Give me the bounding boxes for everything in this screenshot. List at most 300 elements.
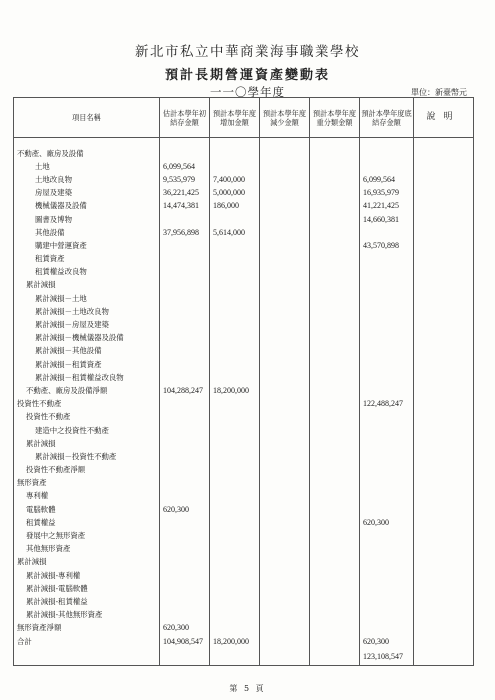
cell-begin: 36,221,425	[160, 186, 210, 199]
row-label	[14, 138, 160, 147]
cell-notes	[414, 292, 474, 305]
col-header-reclass: 預計本學年度重分類金額	[310, 98, 360, 138]
cell-begin: 37,956,898	[160, 226, 210, 239]
table-row	[14, 437, 474, 450]
cell-begin	[160, 331, 210, 344]
cell-end	[360, 371, 414, 384]
cell-reduce	[260, 265, 310, 278]
cell-reduce	[260, 569, 310, 582]
cell-end: 123,108,547	[360, 648, 414, 666]
cell-notes	[414, 569, 474, 582]
cell-reclass	[310, 147, 360, 160]
table-row	[14, 516, 474, 529]
cell-reclass	[310, 212, 360, 225]
cell-reduce	[260, 239, 310, 252]
cell-end: 620,300	[360, 516, 414, 529]
cell-add	[210, 292, 260, 305]
cell-reclass	[310, 450, 360, 463]
cell-begin	[160, 542, 210, 555]
cell-end: 16,935,979	[360, 186, 414, 199]
cell-reduce	[260, 160, 310, 173]
cell-add	[210, 138, 260, 147]
cell-begin	[160, 595, 210, 608]
cell-notes	[414, 160, 474, 173]
row-label: 土地	[14, 160, 160, 173]
table-row	[14, 173, 474, 186]
table-row	[14, 358, 474, 371]
cell-begin	[160, 147, 210, 160]
cell-reclass	[310, 331, 360, 344]
table-header-row	[14, 98, 474, 138]
table-row	[14, 529, 474, 542]
cell-end	[360, 226, 414, 239]
cell-end	[360, 358, 414, 371]
cell-reclass	[310, 569, 360, 582]
cell-notes	[414, 529, 474, 542]
row-label: 機械儀器及設備	[14, 199, 160, 212]
cell-reclass	[310, 318, 360, 331]
row-label: 投資性不動產	[14, 410, 160, 423]
cell-reduce	[260, 358, 310, 371]
cell-reclass	[310, 595, 360, 608]
cell-reduce	[260, 516, 310, 529]
cell-add	[210, 503, 260, 516]
cell-end	[360, 318, 414, 331]
cell-add	[210, 450, 260, 463]
cell-reclass	[310, 265, 360, 278]
cell-reclass	[310, 173, 360, 186]
cell-reclass	[310, 371, 360, 384]
cell-reduce	[260, 423, 310, 436]
row-label: 建造中之投資性不動產	[14, 423, 160, 436]
cell-notes	[414, 621, 474, 634]
cell-end	[360, 450, 414, 463]
cell-end: 620,300	[360, 634, 414, 647]
table-row	[14, 503, 474, 516]
cell-begin	[160, 476, 210, 489]
cell-reduce	[260, 542, 310, 555]
row-label: 累計減損-專利權	[14, 569, 160, 582]
cell-notes	[414, 147, 474, 160]
cell-end	[360, 503, 414, 516]
table-row	[14, 186, 474, 199]
table-row	[14, 569, 474, 582]
cell-add	[210, 160, 260, 173]
cell-add: 186,000	[210, 199, 260, 212]
row-label: 投資性不動產淨額	[14, 463, 160, 476]
row-label: 累計減損	[14, 278, 160, 291]
cell-add: 18,200,000	[210, 384, 260, 397]
cell-end	[360, 252, 414, 265]
cell-begin	[160, 371, 210, 384]
cell-add: 5,614,000	[210, 226, 260, 239]
cell-add	[210, 318, 260, 331]
row-label: 無形資產	[14, 476, 160, 489]
row-label: 圖書及博物	[14, 212, 160, 225]
table-row	[14, 489, 474, 502]
cell-add	[210, 410, 260, 423]
cell-end	[360, 292, 414, 305]
table-row	[14, 621, 474, 634]
row-label: 累計減損－土地改良物	[14, 305, 160, 318]
academic-year: 一一〇學年度	[210, 85, 285, 99]
cell-begin	[160, 529, 210, 542]
cell-reclass	[310, 648, 360, 666]
cell-add	[210, 305, 260, 318]
cell-reduce	[260, 278, 310, 291]
cell-reclass	[310, 199, 360, 212]
cell-end	[360, 344, 414, 357]
cell-reduce	[260, 226, 310, 239]
cell-reclass	[310, 489, 360, 502]
cell-add	[210, 582, 260, 595]
cell-begin	[160, 410, 210, 423]
cell-begin	[160, 516, 210, 529]
table-row	[14, 138, 474, 147]
cell-end	[360, 476, 414, 489]
table-row	[14, 397, 474, 410]
cell-notes	[414, 344, 474, 357]
asset-change-table	[13, 97, 474, 666]
row-label: 購建中營運資產	[14, 239, 160, 252]
cell-reduce	[260, 292, 310, 305]
cell-reduce	[260, 384, 310, 397]
cell-reduce	[260, 503, 310, 516]
cell-notes	[414, 450, 474, 463]
row-label: 不動產、廠房及設備淨額	[14, 384, 160, 397]
cell-notes	[414, 371, 474, 384]
cell-begin: 620,300	[160, 621, 210, 634]
cell-notes	[414, 358, 474, 371]
cell-add	[210, 463, 260, 476]
col-header-end: 預計本學年度底結存金額	[360, 98, 414, 138]
cell-begin	[160, 292, 210, 305]
cell-reclass	[310, 226, 360, 239]
cell-notes	[414, 199, 474, 212]
cell-reduce	[260, 555, 310, 568]
row-label: 累計減損－機械儀器及設備	[14, 331, 160, 344]
cell-end	[360, 529, 414, 542]
cell-reduce	[260, 595, 310, 608]
cell-add	[210, 344, 260, 357]
cell-reduce	[260, 305, 310, 318]
cell-reclass	[310, 476, 360, 489]
cell-notes	[414, 318, 474, 331]
table-row	[14, 239, 474, 252]
table-row	[14, 410, 474, 423]
cell-add: 5,000,000	[210, 186, 260, 199]
cell-notes	[414, 476, 474, 489]
row-label: 累計減損	[14, 555, 160, 568]
cell-reclass	[310, 608, 360, 621]
row-label: 投資性不動產	[14, 397, 160, 410]
cell-begin	[160, 569, 210, 582]
cell-add	[210, 516, 260, 529]
cell-reclass	[310, 529, 360, 542]
cell-notes	[414, 555, 474, 568]
cell-begin	[160, 239, 210, 252]
cell-add	[210, 595, 260, 608]
cell-notes	[414, 595, 474, 608]
cell-notes	[414, 648, 474, 666]
cell-end: 6,099,564	[360, 173, 414, 186]
table-row	[14, 147, 474, 160]
row-label: 累計減損-電腦軟體	[14, 582, 160, 595]
cell-reduce	[260, 252, 310, 265]
cell-add	[210, 212, 260, 225]
cell-end	[360, 331, 414, 344]
cell-add	[210, 476, 260, 489]
cell-add	[210, 278, 260, 291]
cell-add	[210, 569, 260, 582]
cell-reduce	[260, 450, 310, 463]
table-body	[14, 138, 474, 666]
cell-begin: 6,099,564	[160, 160, 210, 173]
cell-notes	[414, 437, 474, 450]
cell-notes	[414, 278, 474, 291]
cell-reclass	[310, 160, 360, 173]
cell-notes	[414, 423, 474, 436]
cell-notes	[414, 265, 474, 278]
cell-end	[360, 437, 414, 450]
cell-begin	[160, 344, 210, 357]
cell-notes	[414, 239, 474, 252]
cell-add	[210, 437, 260, 450]
table-row	[14, 476, 474, 489]
cell-notes	[414, 489, 474, 502]
cell-reclass	[310, 634, 360, 647]
cell-begin	[160, 358, 210, 371]
cell-end	[360, 410, 414, 423]
cell-reduce	[260, 621, 310, 634]
table-row	[14, 278, 474, 291]
row-label: 累計減損－租賃權益改良物	[14, 371, 160, 384]
row-label: 其他無形資產	[14, 542, 160, 555]
cell-begin	[160, 450, 210, 463]
table-row	[14, 160, 474, 173]
col-header-reduce: 預計本學年度減少金額	[260, 98, 310, 138]
cell-notes	[414, 226, 474, 239]
row-label: 累計減損-其他無形資產	[14, 608, 160, 621]
cell-reclass	[310, 542, 360, 555]
table-row	[14, 252, 474, 265]
cell-notes	[414, 582, 474, 595]
cell-begin	[160, 278, 210, 291]
cell-reclass	[310, 555, 360, 568]
cell-reclass	[310, 384, 360, 397]
cell-reclass	[310, 186, 360, 199]
row-label: 租賃權益改良物	[14, 265, 160, 278]
cell-reduce	[260, 648, 310, 666]
table-row	[14, 265, 474, 278]
cell-reclass	[310, 582, 360, 595]
row-label: 累計減損－土地	[14, 292, 160, 305]
row-label: 租賃資產	[14, 252, 160, 265]
cell-reclass	[310, 239, 360, 252]
cell-reduce	[260, 318, 310, 331]
cell-add	[210, 489, 260, 502]
cell-end	[360, 569, 414, 582]
cell-add	[210, 252, 260, 265]
cell-end	[360, 542, 414, 555]
cell-reduce	[260, 212, 310, 225]
row-label: 發展中之無形資產	[14, 529, 160, 542]
cell-reduce	[260, 371, 310, 384]
cell-add	[210, 542, 260, 555]
cell-reduce	[260, 437, 310, 450]
cell-reclass	[310, 292, 360, 305]
table-row	[14, 212, 474, 225]
row-label: 累計減損－其他設備	[14, 344, 160, 357]
cell-notes	[414, 173, 474, 186]
cell-begin	[160, 582, 210, 595]
cell-reclass	[310, 278, 360, 291]
row-label: 房屋及建築	[14, 186, 160, 199]
cell-notes	[414, 542, 474, 555]
cell-begin	[160, 648, 210, 666]
cell-begin	[160, 608, 210, 621]
cell-notes	[414, 634, 474, 647]
cell-begin	[160, 318, 210, 331]
cell-notes	[414, 305, 474, 318]
row-label: 其他設備	[14, 226, 160, 239]
cell-begin: 620,300	[160, 503, 210, 516]
cell-add	[210, 147, 260, 160]
cell-end	[360, 582, 414, 595]
report-title: 預計長期營運資產變動表	[164, 68, 330, 83]
row-label: 合計	[14, 634, 160, 647]
cell-end	[360, 463, 414, 476]
table-row	[14, 555, 474, 568]
cell-reduce	[260, 476, 310, 489]
cell-add	[210, 648, 260, 666]
table-row	[14, 595, 474, 608]
table-row	[14, 292, 474, 305]
table-row	[14, 542, 474, 555]
table-row	[14, 582, 474, 595]
cell-reclass	[310, 138, 360, 147]
cell-begin: 104,288,247	[160, 384, 210, 397]
cell-reduce	[260, 331, 310, 344]
cell-end	[360, 489, 414, 502]
cell-notes	[414, 252, 474, 265]
school-name: 新北市私立中華商業海事職業學校	[135, 44, 360, 60]
cell-end	[360, 595, 414, 608]
row-label: 專利權	[14, 489, 160, 502]
cell-reduce	[260, 410, 310, 423]
cell-begin: 104,908,547	[160, 634, 210, 647]
row-label: 累計減損-租賃權益	[14, 595, 160, 608]
cell-reduce	[260, 397, 310, 410]
cell-notes	[414, 397, 474, 410]
cell-reduce	[260, 344, 310, 357]
cell-end	[360, 384, 414, 397]
table-row	[14, 226, 474, 239]
cell-begin	[160, 489, 210, 502]
cell-begin	[160, 463, 210, 476]
col-header-item: 項目名稱	[14, 98, 160, 138]
cell-begin	[160, 305, 210, 318]
cell-reclass	[310, 437, 360, 450]
cell-add	[210, 555, 260, 568]
table-row	[14, 331, 474, 344]
cell-begin: 14,474,381	[160, 199, 210, 212]
cell-add	[210, 621, 260, 634]
cell-reclass	[310, 252, 360, 265]
table-row	[14, 384, 474, 397]
cell-begin	[160, 437, 210, 450]
cell-reclass	[310, 305, 360, 318]
cell-reduce	[260, 199, 310, 212]
cell-add: 18,200,000	[210, 634, 260, 647]
table-row	[14, 371, 474, 384]
cell-reclass	[310, 410, 360, 423]
table-row	[14, 450, 474, 463]
currency-unit: 單位：新臺幣元	[411, 88, 467, 97]
col-header-add: 預計本學年度增加金額	[210, 98, 260, 138]
cell-end	[360, 138, 414, 147]
cell-add	[210, 265, 260, 278]
cell-end	[360, 160, 414, 173]
cell-reduce	[260, 186, 310, 199]
cell-begin	[160, 252, 210, 265]
cell-reduce	[260, 608, 310, 621]
table-row	[14, 199, 474, 212]
cell-notes	[414, 516, 474, 529]
cell-end	[360, 305, 414, 318]
cell-reclass	[310, 621, 360, 634]
cell-notes	[414, 608, 474, 621]
cell-begin	[160, 138, 210, 147]
table-row	[14, 344, 474, 357]
row-label: 累計減損－房屋及建築	[14, 318, 160, 331]
row-label: 電腦軟體	[14, 503, 160, 516]
cell-add	[210, 397, 260, 410]
cell-end: 122,488,247	[360, 397, 414, 410]
cell-add	[210, 529, 260, 542]
cell-end	[360, 147, 414, 160]
cell-add	[210, 331, 260, 344]
cell-end	[360, 423, 414, 436]
cell-begin: 9,535,979	[160, 173, 210, 186]
cell-add	[210, 371, 260, 384]
row-label: 累計減損－投資性不動產	[14, 450, 160, 463]
cell-reclass	[310, 423, 360, 436]
cell-add	[210, 358, 260, 371]
row-label: 累計減損－租賃資產	[14, 358, 160, 371]
cell-end	[360, 555, 414, 568]
row-label: 不動產、廠房及設備	[14, 147, 160, 160]
table-row	[14, 305, 474, 318]
cell-end	[360, 265, 414, 278]
cell-reduce	[260, 634, 310, 647]
cell-reclass	[310, 358, 360, 371]
cell-reclass	[310, 503, 360, 516]
row-label: 累計減損	[14, 437, 160, 450]
table-row	[14, 318, 474, 331]
cell-add	[210, 608, 260, 621]
col-header-begin: 估計本學年初結存金額	[160, 98, 210, 138]
cell-reclass	[310, 463, 360, 476]
row-label	[14, 648, 160, 666]
page-number: 第 5 頁	[229, 684, 266, 693]
cell-begin	[160, 212, 210, 225]
table-row	[14, 463, 474, 476]
cell-end: 14,660,381	[360, 212, 414, 225]
table-row	[14, 634, 474, 647]
cell-reclass	[310, 397, 360, 410]
cell-reclass	[310, 344, 360, 357]
